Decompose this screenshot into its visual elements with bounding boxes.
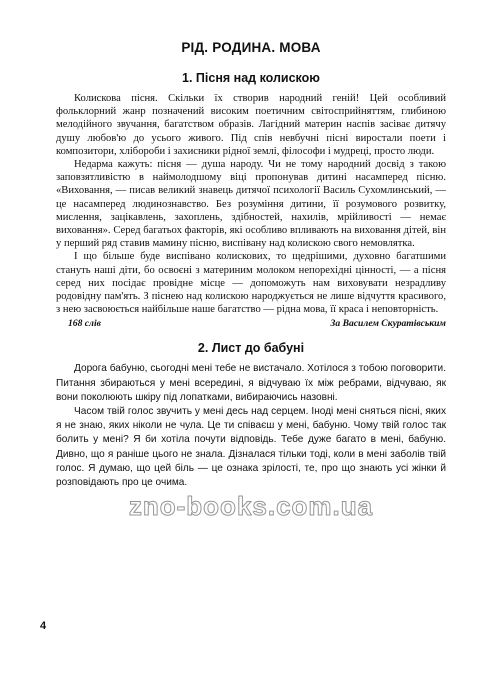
section-title-letter: 2. Лист до бабуні [197,341,305,356]
word-count: 168 слів [68,318,101,330]
page-number: 4 [40,620,47,632]
section-title-song: 1. Пісня над колискою [182,71,320,85]
paragraph: І що більше буде виспівано колискових, то щедрішими, духовно багатшими стануть наші діти, бо освоєні з материним молоком непорехідні цінності, — а пісня серед них посідає провідне місце — допоможуть нам виховувати незрадливу родовідну пам'ять. З піснею над колискою народжується не лише відчуття красивого, з нею засвоюється найбільше наше багатство — рідна мова, її краса і неповторність. [56,251,446,316]
chapter-title: РІД. РОДИНА. МОВА [181,40,321,55]
text-attribution [56,318,446,329]
paragraph: Недарма кажуть: пісня — душа народу. Чи не тому народний досвід з такою заповзятливістю в наймолодшому віці пропонував дитині насамперед пісню. «Виховання, — писав великий знавець дитячої психології Василь Сухомлинський, — це насамперед людинознавство. Без розуміння дитини, її розумового розвитку, мислення, зацікавлень, захоплень, здібностей, нахилів, мрійливості — немає виховання». Серед багатьох факторів, які особливо впливають на виховання дітей, він у перший ряд ставив мамину пісню, виспівану над колискою свого немовлятка. [56,159,446,250]
paragraph: Дорога бабуню, сьогодні мені тебе не вистачало. Хотілося з тобою поговорити. Питання збираються у мені всередині, я відчуваю їх між ребрами, відчуваю, як вони поколюють шкіру під лопатками, вибираючись назовні. [56,363,446,403]
page-content [56,40,446,490]
paragraph: Колискова пісня. Скільки їх створив народний геній! Цей особливий фольклорний жанр позначений високим поетичним світосприйняттям, глибиною мелодійного звучання, багатством образів. Лагідний материн наспів засіває дитячу душу любов'ю до усього живого. Під спів невбучні пісні виростали поети і композитори, хлібороби і захисники рідної землі, філософи і мудреці, просто люди. [56,93,446,157]
author-credit: За Василем Скуратівським [330,318,446,330]
watermark-logo: zno-books.com.ua [128,491,374,521]
paragraph: Часом твій голос звучить у мені десь над серцем. Іноді мені сняться пісні, яких я не знаю, яких ніколи не чула. Це ти співаєш у мені, бабуню. Чому твій голос так болить у мені? Я би хотіла почути відповідь. Тебе дуже багато в мені, бабуню. Дивно, що я раніше цього не знала. Дізналася тільки тоді, коли в мені заболів твій голос. Я думаю, що цей біль — це ознака зрілості, те, про що знають усі жінки й розповідають про це очима. [56,406,446,489]
